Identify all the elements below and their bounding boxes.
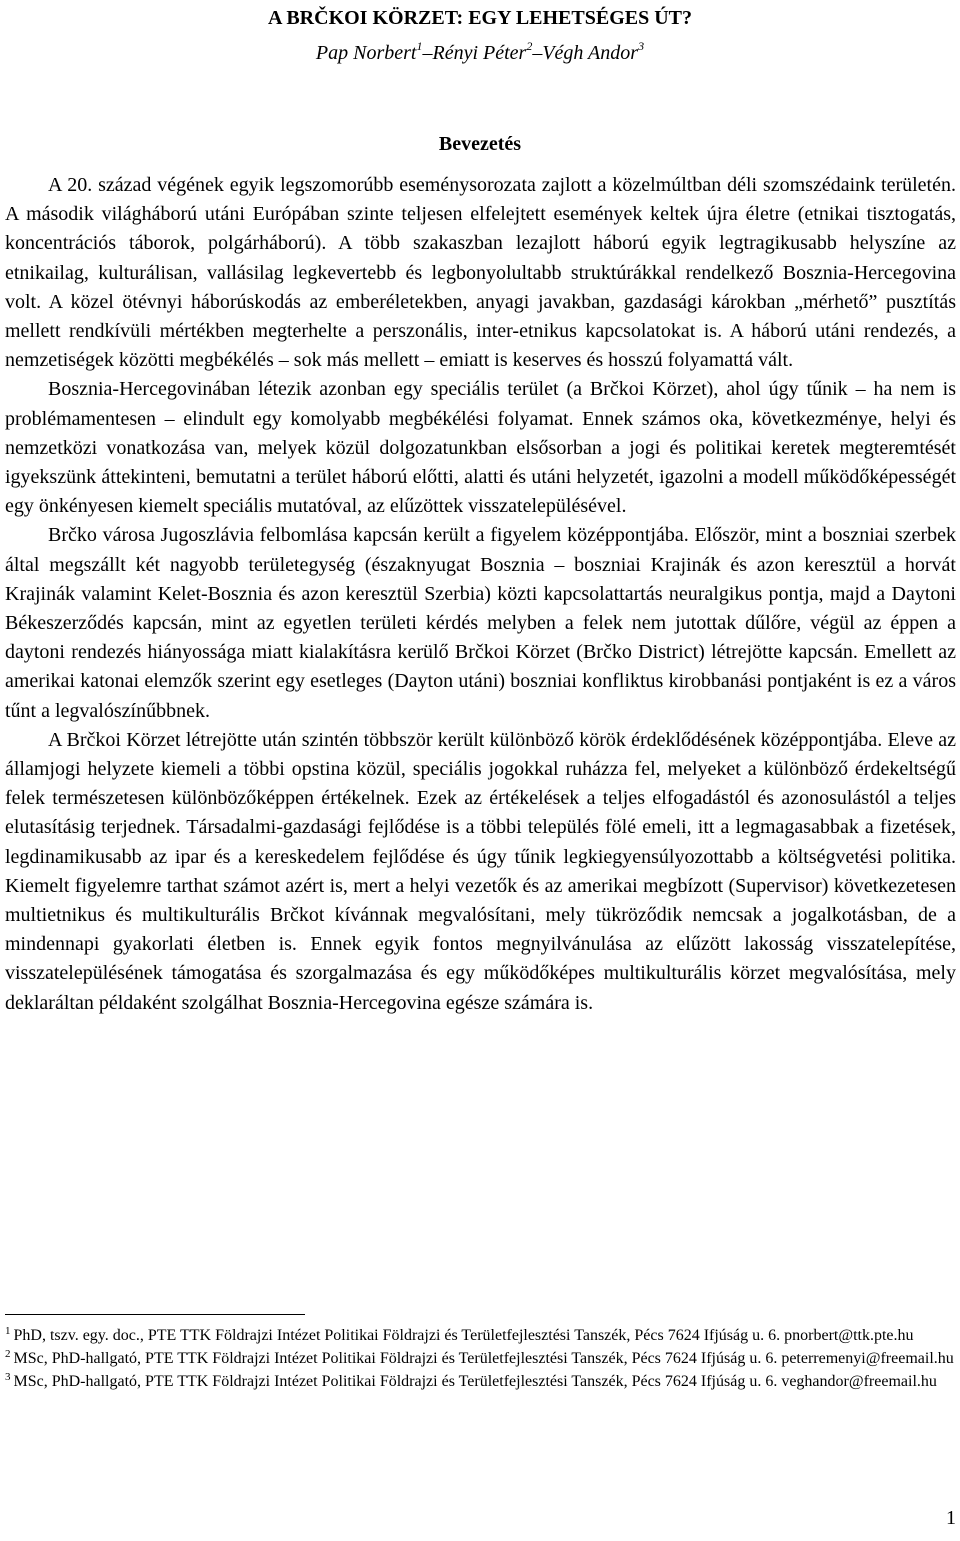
footnote-marker: 3 [5,1370,11,1383]
paper-title: A BRČKOI KÖRZET: EGY LEHETSÉGES ÚT? [268,7,692,29]
footnote [5,1348,956,1371]
footnote-marker: 2 [5,1347,11,1360]
paragraph: Brčko városa Jugoszlávia felbomlása kapcsán került a figyelem középpontjába. Először, mint a boszniai szerbek által megszállt két nagyobb területegység (északnyugat Bosznia – boszniai Krajinák és azon keresztül a horvát Krajinák valamint Kelet-Bosznia és azon keresztül Szerbia) közti kapcsolattartás neuralgikus pontja, majd a Daytoni Békeszerződés kapcsán, mint az egyetlen területi kérdés melyben a felek nem jutottak dűlőre, végül az éppen a daytoni rendezés hiányossága miatt kialakításra kerülő Brčkoi Körzet (Brčko District) létrejötte kapcsán. Emellett az amerikai katonai elemzők szerint egy esetleges (Dayton utáni) boszniai konfliktus kirobbanási pontjaként is ez a város tűnt a legvalószínűbbnek. [5,524,956,722]
paragraph: A 20. század végének egyik legszomorúbb eseménysorozata zajlott a közelmúltban déli szomszédaink területén. A második világháború utáni Európában szinte teljesen elfelejtett események keltek újra életre (etnikai tisztogatás, koncentrációs táborok, polgárháború). A több szakaszban lezajlott háború egyik legtragikusabb helyszíne az etnikailag, kulturálisan, vallásilag legkevertebb és legbonyolultabb struktúrákkal rendelkező Bosznia-Hercegovina volt. A közel ötévnyi háborúskodás az emberéletekben, anyagi javakban, gazdasági károkban „mérhető” pusztítás mellett rendkívüli mértékben megterhelte a perszonális, inter-etnikus kapcsolatokat is. A háború utáni rendezés, a nemzetiségek közötti megbékélés – sok más mellett – emiatt is keserves és hosszú folyamattá vált. [5,174,956,372]
author-footnote-marker: 1 [416,39,423,53]
body-text [5,171,956,1018]
footnote-text: PhD, tszv. egy. doc., PTE TTK Földrajzi Intézet Politikai Földrajzi és Területfejlesztési Tanszék, Pécs 7624 Ifjúság u. 6. pnorbert@ttk.pte.hu [13,1327,914,1344]
author-name: Végh Andor [542,42,639,64]
author-name: Rényi Péter [432,42,527,64]
paragraph: Bosznia-Hercegovinában létezik azonban egy speciális terület (a Brčkoi Körzet), ahol úgy tűnik – ha nem is problémamentesen – elindult egy komolyabb megbékélési folyamat. Ennek számos oka, következménye, helyi és nemzetközi vonatkozása van, melyek közül dolgozatunkban elsősorban a jogi és politikai keretek megteremtését igyekszünk áttekinteni, bemutatni a terület háború előtti, alatti és utáni helyzetét, igazolni a modell működőképességét egy önkényesen kiemelt speciális mutatóval, az elűzöttek visszatelepülésével. [5,378,956,518]
author-separator: – [532,42,543,64]
footnote-separator [5,1314,305,1315]
author-footnote-marker: 2 [526,39,533,53]
footnote-marker: 1 [5,1325,11,1337]
author-line [0,40,960,66]
footnotes [5,1325,956,1393]
paragraph: A Brčkoi Körzet létrejötte után szintén többször került különböző körök érdeklődésének középpontjába. Eleve az államjogi helyzete kiemeli a többi opstina közül, speciális jogokkal ruházza fel, melyeket a különböző érdekeltségű felek természetesen különbözőképpen értékelnek. Ezek az értékelések a teljes elfogadástól és azonosulástól a teljes elutasításig terjednek. Társadalmi-gazdasági fejlődése is a többi település fölé emeli, itt a legmagasabbak a fizetések, legdinamikusabb az ipar és a kereskedelem fejlődése és úgy tűnik legkiegyensúlyozottabb a költségvetési politika. Kiemelt figyelemre tarthat számot azért is, mert a helyi vezetők és az amerikai megbízott (Supervisor) következetesen multietnikus és multikulturális Brčkot kívánnak megvalósítani, mely tükröződik nemcsak a jogalkotásban, de a mindennapi gyakorlati életben is. Ennek egyik fontos megnyilvánulása az elűzött lakosság visszatelepítése, visszatelepülésének támogatása és szorgalmazása és egy működőképes multikulturális körzet megvalósítása, mely deklaráltan példaként szolgálhat Bosznia-Hercegovina egésze számára is. [5,728,956,1014]
author-footnote-marker: 3 [638,39,645,53]
footnote [5,1371,956,1394]
author-separator: – [422,42,433,64]
author-name: Pap Norbert [315,42,417,64]
section-heading: Bevezetés [438,133,522,155]
footnote-text: MSc, PhD-hallgató, PTE TTK Földrajzi Intézet Politikai Földrajzi és Területfejlesztési Tanszék, Pécs 7624 Ifjúság u. 6. veghandor@freemail.hu [13,1372,937,1390]
footnote [5,1325,956,1348]
page-number: 1 [946,1507,956,1529]
footnote-text: MSc, PhD-hallgató, PTE TTK Földrajzi Intézet Politikai Földrajzi és Területfejlesztési Tanszék, Pécs 7624 Ifjúság u. 6. peterremenyi@freemail.hu [13,1349,954,1367]
